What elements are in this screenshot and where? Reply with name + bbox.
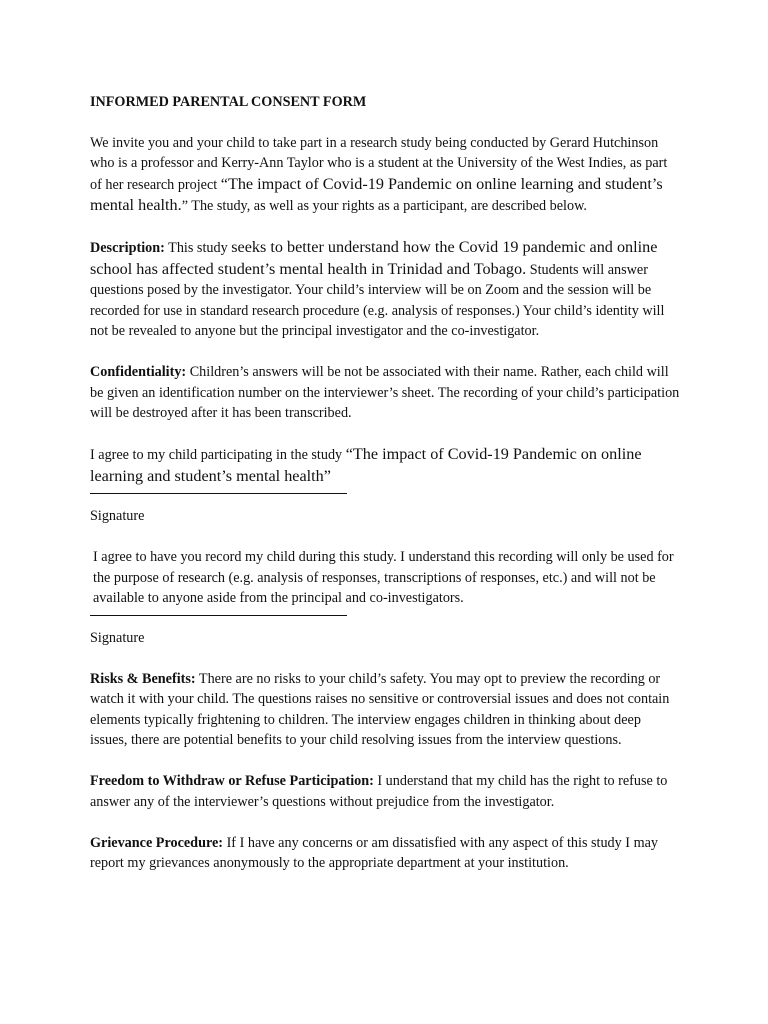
confidentiality-label: Confidentiality: bbox=[90, 364, 187, 380]
participation-study-title: “The impact of Covid-19 Pandemic on online learning and student’s mental health” bbox=[90, 445, 642, 485]
freedom-paragraph bbox=[90, 771, 680, 812]
intro-project-title: “The impact of Covid-19 Pandemic on online learning and student’s mental health. bbox=[90, 174, 663, 214]
participation-agreement bbox=[90, 444, 680, 487]
description-paragraph bbox=[90, 237, 680, 342]
grievance-text: If I have any concerns or am dissatisfied with any aspect of this study I may report my grievances anonymously to the appropriate department at your institution. bbox=[90, 834, 658, 871]
confidentiality-paragraph bbox=[90, 362, 680, 424]
risks-text: There are no risks to your child’s safety. You may opt to preview the recording or watch it with your child. The questions raises no sensitive or controversial issues and does not contain elements typically frightening to children. The interview engages children in thinking about deep issues, there are potential benefits to your child resolving issues from the interview questions. bbox=[90, 670, 670, 748]
freedom-label: Freedom to Withdraw or Refuse Participation: bbox=[90, 773, 374, 789]
description-label: Description: bbox=[90, 240, 165, 256]
form-title: INFORMED PARENTAL CONSENT FORM bbox=[90, 94, 367, 110]
intro-text-end: ” The study, as well as your rights as a participant, are described below. bbox=[181, 198, 587, 214]
participation-signature-line[interactable] bbox=[90, 493, 347, 494]
risks-paragraph bbox=[90, 669, 680, 751]
participation-signature-label: Signature bbox=[90, 508, 145, 524]
participation-agreement-text: I agree to my child participating in the study bbox=[90, 447, 346, 463]
consent-form-page bbox=[90, 92, 680, 894]
recording-signature-line[interactable] bbox=[90, 615, 347, 616]
recording-signature-label: Signature bbox=[90, 629, 145, 646]
grievance-label: Grievance Procedure: bbox=[90, 834, 224, 851]
confidentiality-text: Children’s answers will be not be associated with their name. Rather, each child will be given an identification number on the interviewer’s sheet. The recording of your child’s participation will be destroyed after it has been transcribed. bbox=[90, 364, 680, 421]
description-purpose: seeks to better understand how the Covid 19 pandemic and online school has affected student’s mental health in Trinidad and Tobago. bbox=[90, 238, 658, 278]
risks-label: Risks & Benefits: bbox=[90, 670, 196, 687]
recording-agreement: I agree to have you record my child during this study. I understand this recording will only be used for the purpose of research (e.g. analysis of responses, transcriptions of responses, etc.) and will not be available to anyone aside from the principal and co-investigators. bbox=[93, 549, 674, 606]
description-text: Students will answer questions posed by the investigator. Your child’s interview will be on Zoom and the session will be recorded for use in standard research procedure (e.g. analysis of responses.) Your child’s identity will not be revealed to anyone but the principal investigator and the co-investigator. bbox=[90, 261, 665, 339]
intro-text: We invite you and your child to take part in a research study being conducted by Gerard Hutchinson who is a professor and Kerry-Ann Taylor who is a student at the University of the West Indies, as part of her research project bbox=[90, 134, 668, 193]
freedom-text: I understand that my child has the right to refuse to answer any of the interviewer’s questions without prejudice from the investigator. bbox=[90, 773, 668, 810]
description-intro: This study bbox=[164, 240, 232, 256]
intro-paragraph bbox=[90, 133, 680, 217]
grievance-paragraph bbox=[90, 833, 680, 874]
